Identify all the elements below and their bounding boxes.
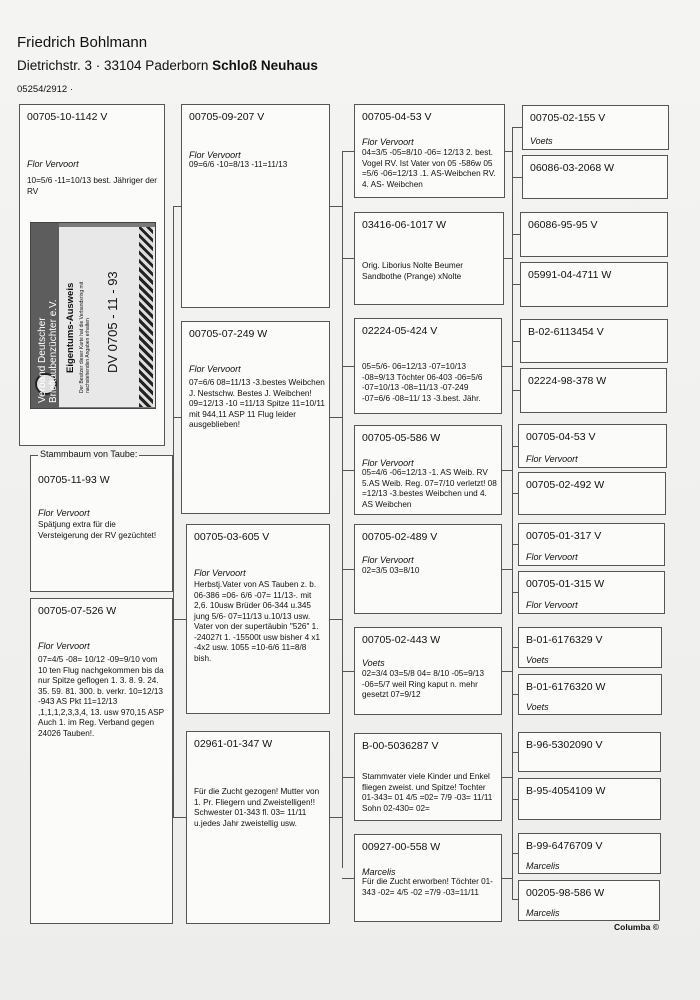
owner-street: Dietrichstr. 3 · 33104 Paderborn: [17, 58, 209, 73]
g4-ring: B-01-6176320 W: [526, 681, 606, 693]
connector-line: [512, 284, 520, 285]
owner-address: [17, 58, 318, 73]
g4-ring: 00705-02-155 V: [530, 112, 606, 124]
sire-ring: 00705-11-93 W: [38, 474, 110, 486]
connector-line: [512, 127, 513, 899]
connector-line: [173, 206, 181, 207]
g4-box-11: [518, 627, 662, 668]
ggp-breeder: Flor Vervoort: [362, 555, 414, 565]
connector-line: [342, 470, 354, 471]
g4-box-16: [518, 880, 660, 921]
grandparent-ring: 00705-03-605 V: [194, 531, 270, 543]
great-grandparent-box-1: [354, 104, 505, 198]
software-credit: Columba ©: [614, 922, 659, 932]
dam-box: [30, 598, 173, 924]
ggp-ring: 03416-06-1017 W: [362, 219, 447, 231]
great-grandparent-box-4: [354, 425, 502, 515]
connector-line: [512, 544, 518, 545]
connector-line: [173, 817, 186, 818]
connector-line: [512, 592, 518, 593]
great-grandparent-box-5: [354, 524, 502, 614]
grandparent-note: 07=6/6 08=11/13 -3.bestes Weibchen J. Nestschw. Bestes J. Weibchen! 09=12/13 -10 =11/13 Spitze 11=10/11 mit 944,11 ASP 11 Flug leider ausgeblieben!: [189, 378, 325, 429]
g4-ring: 00705-02-492 W: [526, 479, 605, 491]
card-title: Eigentums-Ausweis: [65, 282, 76, 373]
g4-box-15: [518, 833, 661, 874]
great-grandparent-box-3: [354, 318, 502, 414]
connector-line: [330, 619, 342, 620]
connector-line: [342, 258, 354, 259]
connector-line: [512, 446, 518, 447]
g4-ring: B-01-6176329 V: [526, 634, 603, 646]
ggp-breeder: Marcelis: [362, 867, 396, 877]
grandparent-note: Für die Zucht gezogen! Mutter von 1. Pr. Fliegern und Zweistelligen!! Schwester 01-343 fl. 03= 11/11 u.jedes Jahr zweistellig usw.: [194, 787, 320, 828]
g4-ring: B-96-5302090 V: [526, 739, 603, 751]
g4-ring: 06086-95-95 V: [528, 219, 598, 231]
ownership-card-image: [30, 222, 156, 409]
connector-line: [502, 777, 512, 778]
sire-box: [30, 455, 173, 592]
g4-breeder: Flor Vervoort: [526, 552, 578, 562]
ggp-note: 02=3/5 03=8/10: [362, 566, 420, 575]
card-organisation: Verband Deutscher Brieftaubenzüchter e.V.: [37, 299, 59, 403]
connector-line: [173, 417, 181, 418]
stammbaum-label: Stammbaum von Taube:: [40, 449, 138, 459]
g4-ring: 00705-01-315 W: [526, 578, 605, 590]
ggp-ring: 02224-05-424 V: [362, 325, 438, 337]
subject-ring: 00705-10-1142 V: [27, 111, 108, 123]
connector-line: [330, 206, 342, 207]
ggp-ring: 00705-05-586 W: [362, 432, 441, 444]
owner-phone: 05254/2912 ·: [17, 84, 73, 95]
g4-box-7: [518, 424, 667, 468]
g4-box-9: [518, 523, 665, 566]
grandparent-ring: 00705-07-249 W: [189, 328, 268, 340]
ggp-note: Für die Zucht erworben! Töchter 01-343 -02= 4/5 -02 =7/9 -03=11/11: [362, 877, 493, 897]
grandparent-breeder: Flor Vervoort: [194, 568, 246, 578]
connector-line: [512, 177, 522, 178]
grandparent-box-3: [186, 524, 330, 714]
ggp-note: 05=5/6- 06=12/13 -07=10/13 -08=9/13 Töchter 06-403 -06=5/6 -07=10/13 -08=11/13 -07-249 -07=6/6 -08=11/ 13 -3.best. Jähr.: [362, 362, 483, 403]
grandparent-box-4: [186, 731, 330, 924]
grandparent-box-2: [181, 321, 330, 514]
g4-ring: B-02-6113454 V: [528, 326, 604, 338]
g4-box-8: [518, 472, 666, 515]
ggp-breeder: Flor Vervoort: [362, 137, 414, 147]
connector-line: [342, 671, 354, 672]
g4-breeder: Flor Vervoort: [526, 454, 578, 464]
g4-ring: 02224-98-378 W: [528, 375, 607, 387]
owner-name: Friedrich Bohlmann: [17, 34, 148, 51]
dam-breeder: Flor Vervoort: [38, 641, 90, 651]
connector-line: [342, 366, 354, 367]
great-grandparent-box-6: [354, 627, 502, 715]
g4-box-10: [518, 571, 665, 614]
grandparent-breeder: Flor Vervoort: [189, 364, 241, 374]
g4-box-2: [522, 155, 668, 199]
subject-note: 10=5/6 -11=10/13 best. Jähriger der RV: [27, 176, 158, 196]
connector-line: [330, 817, 342, 818]
g4-box-14: [518, 778, 661, 820]
g4-ring: 05991-04-4711 W: [528, 269, 612, 281]
great-grandparent-box-2: [354, 212, 504, 305]
g4-box-5: [520, 319, 668, 363]
g4-box-6: [520, 368, 667, 413]
g4-box-4: [520, 262, 668, 307]
connector-line: [512, 390, 520, 391]
connector-line: [173, 206, 174, 817]
connector-line: [512, 647, 518, 648]
ggp-ring: 00705-02-443 W: [362, 634, 441, 646]
g4-breeder: Voets: [526, 655, 549, 665]
card-hologram-stripe: [139, 227, 153, 407]
sire-breeder: Flor Vervoort: [38, 508, 90, 518]
ggp-note: Stammvater viele Kinder und Enkel fliegen zweist. und Spitze! Tochter 01-343= 01 4/5 =02= 7/9 -03= 11/11 Sohn 02-430= 02=: [362, 772, 493, 813]
great-grandparent-box-8: [354, 834, 502, 922]
sire-note: Spätjung extra für die Versteigerung der RV gezüchtet!: [38, 520, 157, 540]
connector-line: [504, 258, 512, 259]
g4-breeder: Marcelis: [526, 861, 560, 871]
g4-breeder: Voets: [530, 136, 553, 146]
g4-box-12: [518, 674, 662, 715]
connector-line: [512, 752, 518, 753]
connector-line: [342, 878, 354, 879]
g4-box-3: [520, 212, 668, 257]
g4-ring: 06086-03-2068 W: [530, 162, 615, 174]
g4-ring: B-95-4054109 W: [526, 785, 606, 797]
connector-line: [505, 151, 512, 152]
subject-breeder: Flor Vervoort: [27, 159, 79, 169]
grandparent-breeder: Flor Vervoort: [189, 150, 241, 160]
great-grandparent-box-7: [354, 733, 502, 821]
g4-breeder: Voets: [526, 702, 549, 712]
card-fineprint: Der Besitzer dieser Karte hat die Verbandsring mit nachstehenden Angaben erhalten: [79, 281, 91, 393]
ggp-ring: 00705-04-53 V: [362, 111, 432, 123]
connector-line: [173, 619, 186, 620]
grandparent-box-1: [181, 104, 330, 308]
g4-box-1: [522, 105, 669, 150]
ggp-note: 04=3/5 -05=8/10 -06= 12/13 2. best. Vogel RV. Ist Vater von 05 -586w 05 =5/6 -06=12/13 .1. AS-Weibchen RV. 4. AS- Weibchen: [362, 148, 496, 189]
connector-line: [512, 853, 518, 854]
card-ring-number: DV 0705 - 11 - 93: [105, 271, 120, 373]
connector-line: [502, 671, 512, 672]
connector-line: [330, 417, 342, 418]
connector-line: [342, 777, 354, 778]
owner-town: Schloß Neuhaus: [212, 58, 318, 73]
grandparent-note: Herbstj.Vater von AS Tauben z. b. 06-386 =06- 6/6 -07= 11/13-. mit 2,6. 10usw Brüder 06-344 u.345 jung 5/6- 07=11/13 u.10/13 usw. Vater von der supertäubin "526" 1. -24027t 1. -15500t usw bisher 4 x1 -4x2 usw. 1055 =10-6/6 11=8/8 bish.: [194, 580, 321, 663]
ggp-note: 05=4/6 -06=12/13 -1. AS Weib. RV 5.AS Weib. Reg. 07=7/10 verletzt! 08 =12/13 -3.bestes Weibchen und 4. AS Weibchen: [362, 468, 497, 509]
connector-line: [342, 151, 354, 152]
grandparent-ring: 02961-01-347 W: [194, 738, 273, 750]
ggp-ring: B-00-5036287 V: [362, 740, 439, 752]
connector-line: [502, 569, 512, 570]
g4-ring: B-99-6476709 V: [526, 840, 603, 852]
ggp-note: Orig. Liborius Nolte Beumer Sandbothe (Prange) xNolte: [362, 261, 464, 281]
ggp-ring: 00927-00-558 W: [362, 841, 441, 853]
ggp-ring: 00705-02-489 V: [362, 531, 438, 543]
connector-line: [512, 493, 518, 494]
g4-ring: 00705-01-317 V: [526, 530, 602, 542]
connector-line: [502, 878, 512, 879]
ggp-note: 02=3/4 03=5/8 04= 8/10 -05=9/13 -06=5/7 weil Ring kaput n. mehr gesetzt 07=9/12: [362, 669, 485, 699]
grandparent-note: 09=6/6 -10=8/13 -11=11/13: [189, 160, 288, 169]
ggp-breeder: Flor Vervoort: [362, 458, 414, 468]
connector-line: [342, 569, 354, 570]
dam-ring: 00705-07-526 W: [38, 605, 117, 617]
connector-line: [512, 234, 520, 235]
connector-line: [502, 470, 512, 471]
ggp-breeder: Voets: [362, 658, 385, 668]
connector-line: [512, 341, 520, 342]
connector-line: [512, 127, 522, 128]
g4-box-13: [518, 732, 661, 772]
dam-note: 07=4/5 -08= 10/12 -09=9/10 vom 10 ten Flug nachgekommen bis da nur Spitze geflogen 1. 3. 8. 9. 24. 35. 59. 81. 300. b. verkr. 10=12/13 -943 AS Pkt 11=12/13 ,1,1,1,2,3,3,4, 13. usw 970,15 ASP Auch 1. im Reg. Verband gegen 24026 Tauben!.: [38, 655, 164, 738]
connector-line: [512, 899, 518, 900]
g4-breeder: Flor Vervoort: [526, 600, 578, 610]
g4-ring: 00705-04-53 V: [526, 431, 596, 443]
g4-ring: 00205-98-586 W: [526, 887, 605, 899]
grandparent-ring: 00705-09-207 V: [189, 111, 265, 123]
connector-line: [512, 799, 518, 800]
g4-breeder: Marcelis: [526, 908, 560, 918]
connector-line: [502, 366, 512, 367]
connector-line: [512, 694, 518, 695]
